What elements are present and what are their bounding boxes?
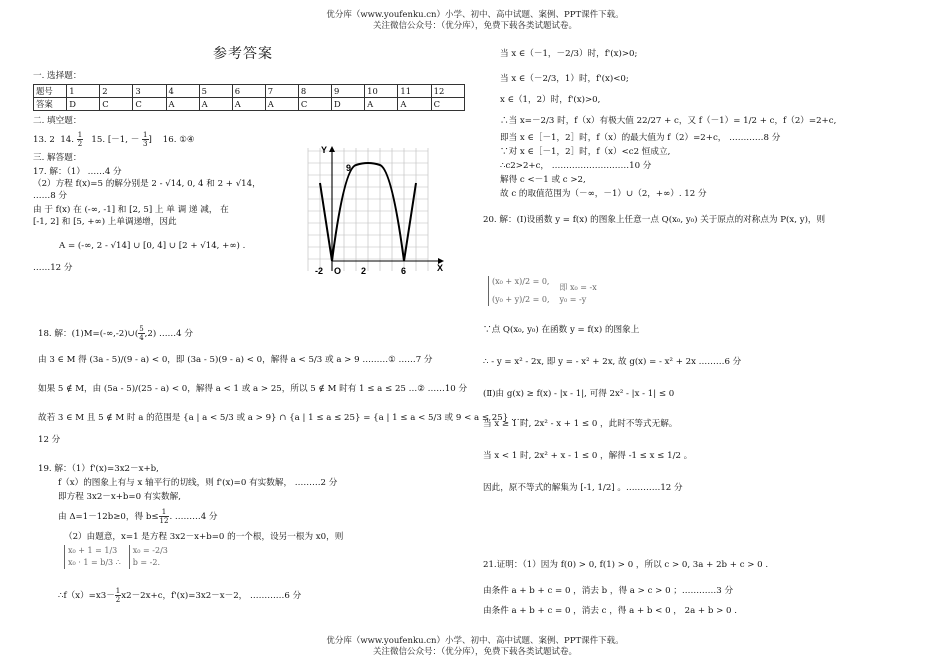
q17-line-1: 17. 解：（1） ……4 分 (33, 167, 122, 177)
table-cell: A (265, 98, 298, 111)
system-eq-3: x₀ = -2/3 (132, 546, 168, 555)
function-graph (298, 143, 448, 283)
table-cell: 题号 (34, 85, 67, 98)
r-line-2: 当 x ∈（－2/3，1）时，f'(x)<0; (500, 74, 629, 84)
fraction (159, 508, 170, 525)
fraction-denominator: 2 (77, 140, 83, 148)
q20-equation-system (488, 276, 923, 306)
table-cell: 4 (166, 85, 199, 98)
q19-line-1: 19. 解：（1）f'(x)=3x2－x+b, (38, 464, 159, 474)
q18-line-1-text: 18. 解：(1)M=(-∞,-2)∪( (38, 329, 139, 339)
table-cell: 9 (332, 85, 365, 98)
q18-line-5: 12 分 (38, 435, 61, 445)
r-line-8: 解得 c <－1 或 c >2, (500, 175, 586, 185)
fill-answer-13: 13. 2 (33, 135, 55, 145)
table-cell: 8 (298, 85, 331, 98)
q18-line-3: 如果 5 ∉ M，由 (5a - 5)/(25 - a) < 0，解得 a < 1 或 a > 25，所以 5 ∉ M 时有 1 ≤ a ≤ 25 …② ……10 分 (38, 384, 468, 394)
q20-line-7: 因此，原不等式的解集为 [-1, 1/2] 。…………12 分 (483, 483, 683, 493)
r-line-3: x ∈（1，2）时，f'(x)>0, (500, 95, 601, 105)
fraction-numerator: 1 (77, 131, 83, 139)
r-line-5: 即当 x ∈［－1，2］时，f（x）的最大值为 f（2）=2+c， …………8 分 (500, 133, 781, 143)
origin-label: O (334, 266, 342, 276)
tick-label-2: 2 (361, 266, 367, 276)
r-line-6: ∵对 x ∈［－1，2］时，f（x）<c2 恒成立, (500, 147, 671, 157)
section-fill-heading: 二. 填空题： (33, 116, 82, 126)
header-line-2: 关注微信公众号：（优分库），免费下载各类试题试卷。 (372, 21, 577, 31)
fraction (77, 131, 83, 148)
table-cell: 1 (67, 85, 100, 98)
table-cell: 12 (431, 85, 464, 98)
table-cell: 答案 (34, 98, 67, 111)
table-cell: A (398, 98, 431, 111)
fraction-denominator: 12 (159, 517, 169, 525)
table-cell: 3 (133, 85, 166, 98)
q19-line-4-end: . ………4 分 (169, 512, 218, 522)
page-footer (0, 636, 950, 658)
system-eq-4: y₀ = -y (559, 295, 587, 304)
y-axis-label: Y (321, 145, 328, 155)
table-cell: A (232, 98, 265, 111)
q17-line-7: ……12 分 (33, 263, 73, 273)
system-eq-1: (x₀ + x)/2 = 0, (492, 277, 550, 286)
q17-line-6: A = (-∞, 2 - √14] ∪ [0, 4] ∪ [2 + √14, +∞) . (59, 241, 246, 251)
system-right (129, 545, 168, 569)
table-cell: A (365, 98, 398, 111)
y-axis-arrow (329, 146, 335, 152)
q20-line-4: (Ⅱ)由 g(x) ≥ f(x) - |x - 1|, 可得 2x² - |x - 1| ≤ 0 (483, 389, 675, 399)
q18-block (38, 325, 529, 446)
fraction-numerator: 1 (159, 508, 170, 517)
q19-line-3: 即方程 3x2－x+b=0 有实数解, (58, 492, 181, 502)
q18-line-1 (38, 325, 468, 342)
table-cell: A (166, 98, 199, 111)
system-eq-2: x₀ · 1 = b/3 ∴ (68, 558, 121, 567)
page-header (0, 10, 950, 32)
table-cell: 10 (365, 85, 398, 98)
r-line-9: 故 c 的取值范围为（－∞，－1）∪（2，+∞）. 12 分 (500, 189, 707, 199)
fraction-numerator: 5 (139, 325, 144, 333)
footer-line-2: 关注微信公众号：（优分库），免费下载各类试题试卷。 (372, 647, 577, 657)
system-left (64, 545, 121, 569)
table-cell: C (431, 98, 464, 111)
x-axis-label: X (437, 263, 444, 273)
peak-label: 9 (346, 163, 352, 173)
fraction-numerator: 1 (143, 131, 148, 139)
table-cell: 6 (232, 85, 265, 98)
q21-line-1: 21.证明：（1）因为 f(0) > 0, f(1) > 0 ，所以 c > 0, 3a + 2b + c > 0 . (483, 560, 769, 570)
q21-block (483, 559, 923, 617)
table-cell: 7 (265, 85, 298, 98)
q21-line-2: 由条件 a + b + c = 0 ，消去 b ，得 a > c > 0 ；…………3 分 (483, 586, 734, 596)
q21-line-3: 由条件 a + b + c = 0 ，消去 c ，得 a + b < 0 ， 2a + b > 0 . (483, 606, 737, 616)
graph-grid (308, 148, 428, 271)
q17-line-5: [-1, 2] 和 [5, +∞) 上单调递增，因此 (33, 217, 177, 227)
tick-label-neg2: -2 (315, 266, 324, 276)
page-title: 参考答案 (213, 46, 273, 62)
table-cell: A (199, 98, 232, 111)
fraction-numerator: 1 (115, 587, 121, 595)
fill-answer-16: 16. ①④ (162, 135, 195, 145)
q19-line-7 (58, 587, 468, 604)
table-cell: C (298, 98, 331, 111)
q18-line-2: 由 3 ∈ M 得 (3a - 5)/(9 - a) < 0，即 (3a - 5)(9 - a) < 0，解得 a < 5/3 或 a > 9 ………① ……7 分 (38, 355, 433, 365)
q17-line-2: （2）方程 f(x)=5 的解分别是 2 - √14, 0, 4 和 2 + √14， (33, 179, 261, 189)
q19-line-7-end: x2－2x+c，f'(x)=3x2－x－2， …………6 分 (121, 591, 302, 601)
q20-block (483, 214, 923, 494)
fraction-denominator: 4 (139, 334, 144, 342)
section-solution-heading: 三. 解答题： (33, 153, 82, 163)
q20-line-3: ∴ - y = x² - 2x, 即 y = - x² + 2x, 故 g(x) = - x² + 2x ………6 分 (483, 357, 742, 367)
tick-label-6: 6 (401, 266, 407, 276)
q20-line-2: ∵点 Q(x₀, y₀) 在函数 y = f(x) 的图象上 (483, 325, 640, 335)
answer-table (33, 84, 465, 111)
table-cell: D (67, 98, 100, 111)
fill-answer-15-end: ] (148, 135, 152, 145)
q19-line-4-text: 由 Δ=1－12b≥0，得 b≤ (58, 512, 159, 522)
system-eq-4: b = -2. (132, 558, 161, 567)
fraction-denominator: 3 (143, 140, 148, 148)
table-cell: C (100, 98, 133, 111)
header-line-1: 优分库（www.youfenku.cn）小学、初中、高中试题、案例、PPT课件下载。 (326, 10, 624, 20)
answer-table-row-answers (34, 98, 465, 111)
q18-line-1-end: ,2) ……4 分 (144, 329, 193, 339)
system-eq-3: 即 x₀ = -x (559, 283, 597, 292)
fill-answer-14: 14. (60, 135, 75, 145)
table-cell: 5 (199, 85, 232, 98)
fill-answer-15: 15. [－1, － (91, 135, 140, 145)
r-line-1: 当 x ∈（－1，－2/3）时，f'(x)>0; (500, 49, 638, 59)
right-column (500, 48, 920, 200)
q19-block (38, 463, 468, 604)
system-eq-1: x₀ + 1 = 1/3 (68, 546, 118, 555)
system-eq-2: (y₀ + y)/2 = 0, (492, 295, 550, 304)
answer-table-row-numbers (34, 85, 465, 98)
q19-line-5: （2）由题意，x=1 是方程 3x2－x+b=0 的一个根，设另一根为 x0，则 (64, 532, 344, 542)
q20-line-5: 当 x ≥ 1 时, 2x² - x + 1 ≤ 0 ，此时不等式无解。 (483, 419, 678, 429)
r-line-4: ∴当 x=－2/3 时，f（x）有极大值 22/27 + c，又 f（－1）= 1/2 + c，f（2）=2+c, (500, 116, 837, 126)
q17-line-4: 由 于 f(x) 在 (-∞, -1] 和 [2, 5] 上 单 调 递 减， 在 (33, 205, 229, 215)
q20-line-1: 20. 解：(Ⅰ)设函数 y = f(x) 的图象上任意一点 Q(x₀, y₀) 关于原点的对称点为 P(x, y)，则 (483, 215, 826, 225)
section-choice-heading: 一. 选择题： (33, 71, 82, 81)
table-cell: C (133, 98, 166, 111)
q19-line-7-text: ∴f（x）=x3－ (58, 591, 115, 601)
system-left (488, 276, 549, 306)
q18-line-4: 故若 3 ∈ M 且 5 ∉ M 时 a 的范围是 {a | a < 5/3 或 a > 9} ∩ {a | 1 ≤ a ≤ 25} = {a | 1 ≤ a < 5/3 或 9 < a ≤ 25} …… (38, 413, 529, 423)
q19-line-4 (58, 508, 468, 525)
table-cell: 2 (100, 85, 133, 98)
fraction-denominator: 2 (115, 596, 121, 604)
q19-equation-system (64, 545, 468, 569)
q17-line-3: ……8 分 (33, 191, 67, 201)
table-cell: 11 (398, 85, 431, 98)
footer-line-1: 优分库（www.youfenku.cn）小学、初中、高中试题、案例、PPT课件下载。 (326, 636, 624, 646)
q19-line-2: f（x）的图象上有与 x 轴平行的切线，则 f'(x)=0 有实数解， ………2 分 (58, 478, 338, 488)
system-right (559, 276, 596, 306)
table-cell: D (332, 98, 365, 111)
r-line-7: ∴c2>2+c， ………………………10 分 (500, 161, 652, 171)
q20-line-6: 当 x < 1 时, 2x² + x - 1 ≤ 0 ，解得 -1 ≤ x ≤ 1/2 。 (483, 451, 693, 461)
